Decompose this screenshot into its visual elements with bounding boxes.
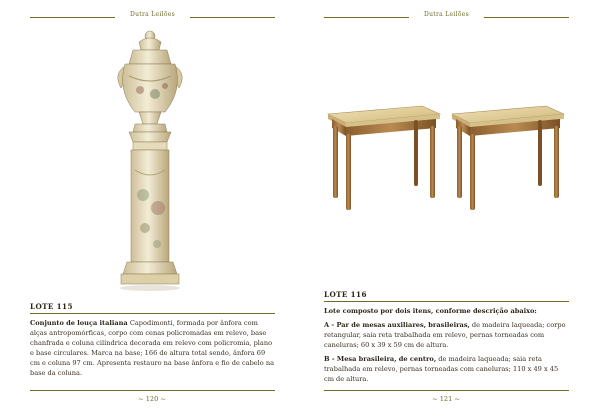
lot-rule bbox=[30, 313, 275, 314]
item-b-text: de madeira laqueada; saia reta trabalhada em relevo, pernas torneadas com caneluras; 110 x 49 x 45 cm de altura. bbox=[324, 355, 559, 383]
side-table-2 bbox=[452, 106, 564, 210]
header-rule-right bbox=[484, 17, 569, 18]
side-table-1 bbox=[328, 106, 440, 210]
header-title: Dutra Leilões bbox=[424, 11, 469, 18]
page-number: ~ 120 ~ bbox=[138, 395, 166, 403]
lot-intro-text: Lote composto por dois itens, conforme descrição abaixo: bbox=[324, 307, 537, 315]
lot-title: Conjunto de louça italiana bbox=[30, 319, 128, 327]
lot-item-b bbox=[324, 354, 570, 384]
porcelain-urn-column-image bbox=[95, 30, 205, 292]
lot-description bbox=[324, 306, 570, 384]
lot-item-a bbox=[324, 320, 570, 350]
footer-rule bbox=[324, 390, 569, 391]
lot-text: Capodimonti, formada por ânfora com alças antropomórficas, corpo com cenas policromadas em relevo, base chanfrada e coluna cilíndrica decorada em relevo com policromia, plano e base circulares. Marca na base; 166 de altura total sendo, ânfora 69 cm e coluna 97 cm. Apresenta restauro na base ânfora e fio de cabelo na base da coluna. bbox=[30, 319, 275, 377]
lot-label: LOTE 116 bbox=[324, 290, 367, 299]
lot-label: LOTE 115 bbox=[30, 302, 73, 311]
header-title: Dutra Leilões bbox=[130, 11, 175, 18]
item-b-title: B - Mesa brasileira, de centro, bbox=[324, 355, 437, 363]
right-page bbox=[300, 0, 600, 420]
side-tables-pair-image bbox=[318, 96, 580, 216]
item-a-title: A - Par de mesas auxiliares, brasileiras, bbox=[324, 321, 470, 329]
lot-intro bbox=[324, 306, 570, 316]
left-header bbox=[30, 11, 275, 25]
lot-description bbox=[30, 318, 275, 378]
header-rule-right bbox=[190, 17, 275, 18]
lot-rule bbox=[324, 301, 569, 302]
item-a-text: de madeira laqueada; corpo retangular, saia reta trabalhada em relevo, pernas torneadas com caneluras; 60 x 39 x 59 cm de altura. bbox=[324, 321, 566, 349]
right-header bbox=[324, 11, 569, 25]
footer-rule bbox=[30, 390, 275, 391]
page-number: ~ 121 ~ bbox=[432, 395, 460, 403]
